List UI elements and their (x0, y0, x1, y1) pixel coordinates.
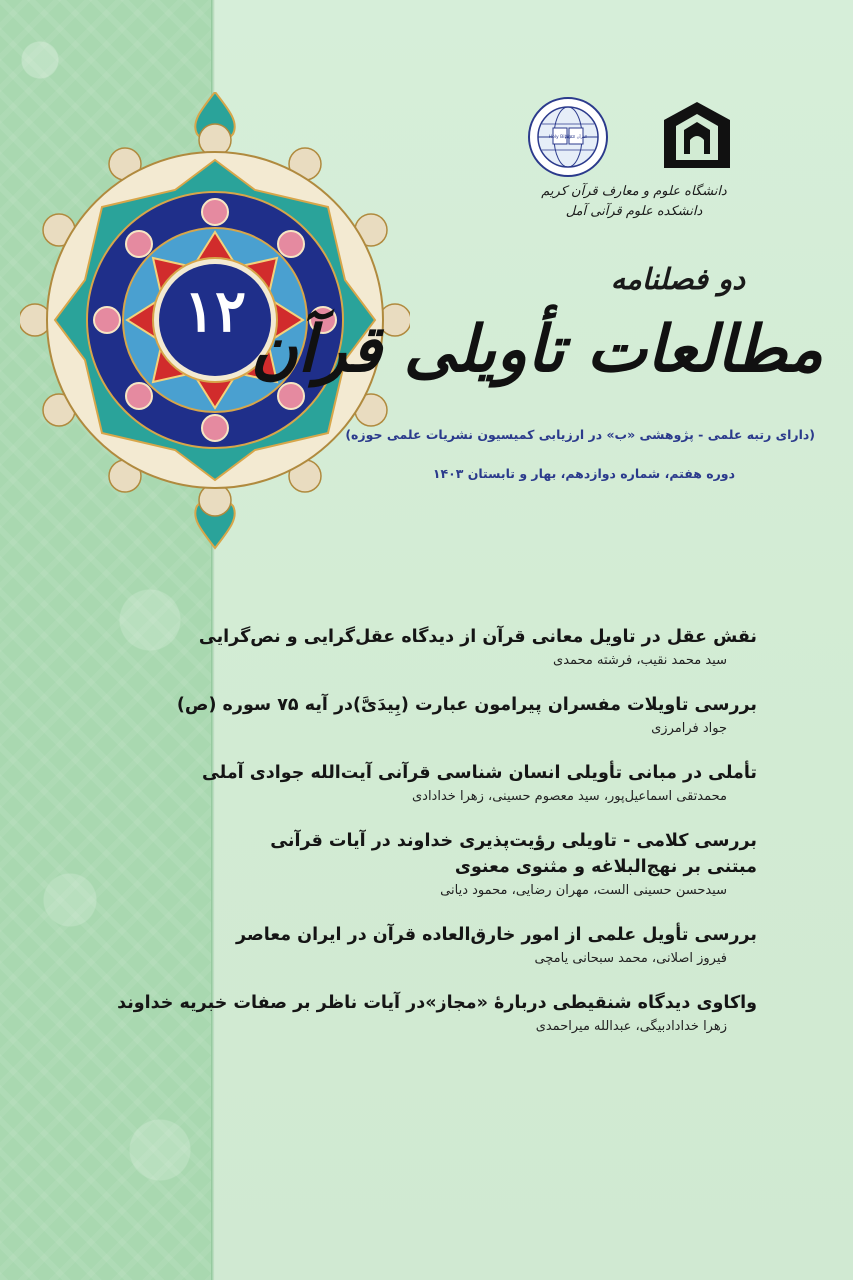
article-authors: زهرا خدادادبیگی، عبدالله میراحمدی (535, 1019, 727, 1034)
globe-logo-icon (527, 96, 609, 178)
university-line-2: دانشکده علوم قرآنی آمل (565, 204, 703, 219)
toc-item (197, 922, 757, 970)
journal-title: مطالعات تأویلی قرآن (250, 312, 823, 387)
article-title: نقش عقل در تاویل معانی قرآن از دیدگاه عقل‌گرایی و نص‌گرایی (198, 627, 757, 647)
article-authors: سید محمد نقیب، فرشته محمدی (553, 653, 727, 668)
globe-text-en: Holy Bible (548, 135, 572, 140)
article-title-line-2: مبتنی بر نهج‌البلاغه و مثنوی معنوی (454, 857, 757, 877)
article-authors: محمدتقی اسماعیل‌پور، سید معصوم حسینی، زهرا خدادادی (411, 789, 727, 804)
article-authors: سیدحسن حسینی الست، مهران رضایی، محمود دیانی (440, 883, 727, 898)
issue-number: ۱۲ (183, 277, 247, 345)
toc-item (197, 828, 757, 902)
quran-bible-logo (527, 96, 609, 178)
toc-item (197, 760, 757, 808)
rank-note: (دارای رتبه علمی - پژوهشی «ب» در ارزیابی کمیسیون نشریات علمی حوزه) (345, 427, 815, 442)
article-title: واکاوی دیدگاه شنقیطی دربارۀ «مجاز»در آیات ناظر بر صفات خبریه خداوند (117, 993, 757, 1013)
article-authors: فیروز اصلانی، محمد سبحانی یامچی (534, 951, 727, 966)
table-of-contents (117, 624, 757, 1058)
university-emblem-icon (660, 98, 734, 172)
article-title: بررسی تأویل علمی از امور خارق‌العاده قرآن در ایران معاصر (235, 925, 757, 945)
article-authors: جواد فرامرزی (651, 721, 727, 736)
article-title: بررسی کلامی - تاویلی رؤیت‌پذیری خداوند در آیات قرآنی (270, 831, 757, 851)
university-logo (660, 98, 734, 172)
issue-details: دوره هفتم، شماره دوازدهم، بهار و تابستان ۱۴۰۳ (432, 466, 735, 481)
university-line-1: دانشگاه علوم و معارف قرآن کریم (541, 184, 727, 199)
biannual-label: دو فصلنامه (610, 262, 745, 296)
university-name (529, 182, 739, 222)
globe-text-ar: القرآن الکریم (564, 134, 588, 139)
article-title: بررسی تاویلات مفسران پیرامون عبارت (بِیدَیَّ)در آیه ۷۵ سوره (ص) (176, 695, 757, 715)
toc-item (197, 624, 757, 672)
toc-item (117, 990, 757, 1038)
toc-item (176, 692, 757, 740)
article-title: تأملی در مبانی تأویلی انسان شناسی قرآنی آیت‌الله جوادی آملی (201, 763, 757, 783)
